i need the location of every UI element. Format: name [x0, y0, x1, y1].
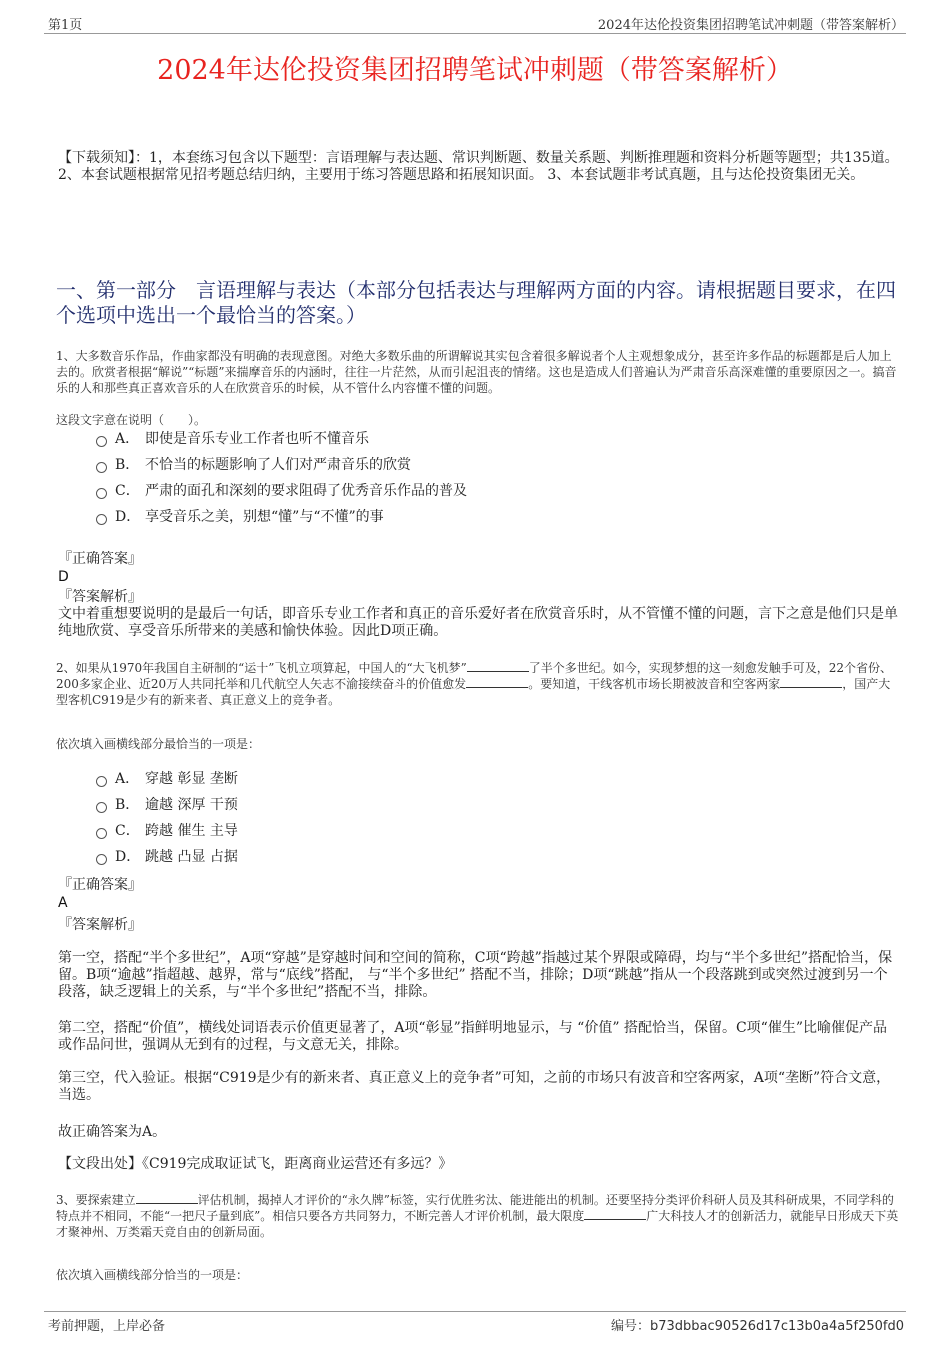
- q2-option-b[interactable]: [96, 796, 238, 814]
- question-2-stem: 依次填入画横线部分最恰当的一项是：: [56, 737, 261, 751]
- q2-text-part: ，国产大型客机C919是少有的新来者、真正意义上的竞争者。: [56, 677, 891, 707]
- page-title: 2024年达伦投资集团招聘笔试冲刺题（带答案解析）: [157, 55, 793, 86]
- option-text: 逾越 深厚 干预: [145, 797, 238, 813]
- option-text: 严肃的面孔和深刻的要求阻碍了优秀音乐作品的普及: [145, 483, 467, 499]
- page-number: 第1页: [48, 18, 83, 33]
- option-letter: D．: [115, 849, 141, 865]
- q1-option-d[interactable]: [96, 508, 384, 526]
- q1-analysis-label: 『答案解析』: [58, 589, 142, 605]
- option-text: 不恰当的标题影响了人们对严肃音乐的欣赏: [145, 457, 411, 473]
- question-3-stem: 依次填入画横线部分恰当的一项是：: [56, 1268, 249, 1282]
- footer-divider: [44, 1311, 906, 1312]
- q2-analysis-1: 第一空，搭配“半个多世纪”，A项“穿越”是穿越时间和空间的简称，C项“跨越”指越过某个界限或障碍，均与“半个多世纪”搭配恰当，保留。B项“逾越”指超越、越界，常与“底线”搭配， 与“半个多世纪” 搭配不当，排除；D项“跳越”指从一个段落跳到或突然过渡到另一个段落，缺乏逻辑上的关系，与“半个多世纪”搭配不当，排除。: [58, 950, 893, 1000]
- option-text: 跳越 凸显 占据: [145, 849, 238, 865]
- option-text: 跨越 催生 主导: [145, 823, 238, 839]
- q2-analysis-3: 第三空，代入验证。根据“C919是少有的新来者、真正意义上的竞争者”可知，之前的市场只有波音和空客两家，A项“垄断”符合文意，当选。: [58, 1070, 891, 1103]
- fill-blank: [780, 676, 842, 688]
- option-letter: B．: [115, 797, 140, 813]
- option-letter: A．: [115, 431, 140, 447]
- q2-answer-label: 『正确答案』: [58, 877, 142, 893]
- question-1-stem: 这段文字意在说明（ ）。: [56, 413, 207, 427]
- radio-icon[interactable]: [96, 436, 107, 447]
- q2-source: 【文段出处】《C919完成取证试飞，距离商业运营还有多远？》: [58, 1156, 453, 1172]
- q1-option-a[interactable]: [96, 430, 369, 448]
- q2-option-a[interactable]: [96, 770, 238, 788]
- radio-icon[interactable]: [96, 828, 107, 839]
- question-3-text: [56, 1192, 902, 1240]
- option-letter: C．: [115, 823, 140, 839]
- q2-answer: A: [58, 895, 68, 911]
- q2-option-c[interactable]: [96, 822, 238, 840]
- question-2-text: [56, 660, 902, 708]
- q1-option-b[interactable]: [96, 456, 411, 474]
- radio-icon[interactable]: [96, 776, 107, 787]
- header-divider: [44, 33, 906, 34]
- q1-analysis: 文中着重想要说明的是最后一句话，即音乐专业工作者和真正的音乐爱好者在欣赏音乐时，从不管懂不懂的问题，言下之意是他们只是单纯地欣赏、享受音乐所带来的美感和愉快体验。因此D项正确。: [58, 606, 898, 639]
- q3-text-part: 评估机制，揭掉人才评价的“永久牌”标签，实行优胜劣汰、能进能出的机制。还要坚持分类评价科研人员及其科研成果，不同学科的特点并不相同，不能“一把尺子量到底”。相信只要各方共同努力，不断完善人才评价机制，最大限度: [56, 1193, 894, 1223]
- download-notice: 【下载须知】：1，本套练习包含以下题型：言语理解与表达题、常识判断题、数量关系题、判断推理题和资料分析题等题型；共135道。 2、本套试题根据常见招考题总结归纳，主要用于练习答题思路和拓展知识面。 3、本套试题非考试真题，且与达伦投资集团无关。: [58, 150, 899, 183]
- q3-text-part: 3、要探索建立: [56, 1193, 136, 1207]
- fill-blank: [466, 676, 528, 688]
- q2-text-part: 2、如果从1970年我国自主研制的“运十”飞机立项算起，中国人的“大飞机梦”: [56, 661, 467, 675]
- document-id: [611, 1315, 904, 1334]
- fill-blank: [467, 660, 529, 672]
- radio-icon[interactable]: [96, 514, 107, 525]
- option-text: 即使是音乐专业工作者也听不懂音乐: [145, 431, 369, 447]
- fill-blank: [136, 1192, 198, 1204]
- document-id-code: b73dbbac90526d17c13b0a4a5f250fd0: [650, 1319, 904, 1334]
- radio-icon[interactable]: [96, 854, 107, 865]
- q2-analysis-label: 『答案解析』: [58, 917, 142, 933]
- q1-answer: D: [58, 569, 69, 585]
- option-letter: C．: [115, 483, 140, 499]
- q2-text-part: 。要知道，干线客机市场长期被波音和空客两家: [528, 677, 781, 691]
- radio-icon[interactable]: [96, 802, 107, 813]
- question-1-text: 1、大多数音乐作品，作曲家都没有明确的表现意图。对绝大多数乐曲的所谓解说其实包含着很多解说者个人主观想象成分，甚至许多作品的标题都是后人加上去的。欣赏者根据“解说”“标题”来揣摩音乐的内涵时，往往一片茫然，从而引起沮丧的情绪。这也是造成人们普遍认为严肃音乐高深难懂的重要原因之一。搞音乐的人和那些真正喜欢音乐的人在欣赏音乐的时候，从不管什么内容懂不懂的问题。: [56, 349, 897, 395]
- option-letter: A．: [115, 771, 140, 787]
- footer-slogan: 考前押题，上岸必备: [48, 1319, 166, 1334]
- section-heading: 一、第一部分 言语理解与表达（本部分包括表达与理解两方面的内容。请根据题目要求，在四个选项中选出一个最恰当的答案。）: [56, 278, 896, 327]
- q1-option-c[interactable]: [96, 482, 467, 500]
- q1-answer-label: 『正确答案』: [58, 551, 142, 567]
- option-text: 穿越 彰显 垄断: [145, 771, 238, 787]
- q2-text-part: 了半个多世纪。如今，实现梦想的这一刻愈发触手可及，22个省份、200多家企业、近20万人共同托举和几代航空人矢志不渝接续奋斗的价值愈发: [56, 661, 892, 691]
- radio-icon[interactable]: [96, 488, 107, 499]
- radio-icon[interactable]: [96, 462, 107, 473]
- q2-option-d[interactable]: [96, 848, 238, 866]
- document-id-label: 编号：: [610, 1319, 650, 1334]
- option-letter: B．: [115, 457, 140, 473]
- header-doc-title: 2024年达伦投资集团招聘笔试冲刺题（带答案解析）: [597, 18, 904, 33]
- option-text: 享受音乐之美，别想“懂”与“不懂”的事: [145, 509, 384, 525]
- q3-text-part: 广大科技人才的创新活力，就能早日形成天下英才聚神州、万类霜天竞自由的创新局面。: [56, 1209, 899, 1239]
- option-letter: D．: [115, 509, 141, 525]
- q2-analysis-4: 故正确答案为A。: [58, 1124, 167, 1140]
- fill-blank: [584, 1208, 646, 1220]
- q2-analysis-2: 第二空，搭配“价值”，横线处词语表示价值更显著了，A项“彰显”指鲜明地显示，与 “价值” 搭配恰当，保留。C项“催生”比喻催促产品或作品问世，强调从无到有的过程，与文意无关，排除。: [58, 1020, 887, 1053]
